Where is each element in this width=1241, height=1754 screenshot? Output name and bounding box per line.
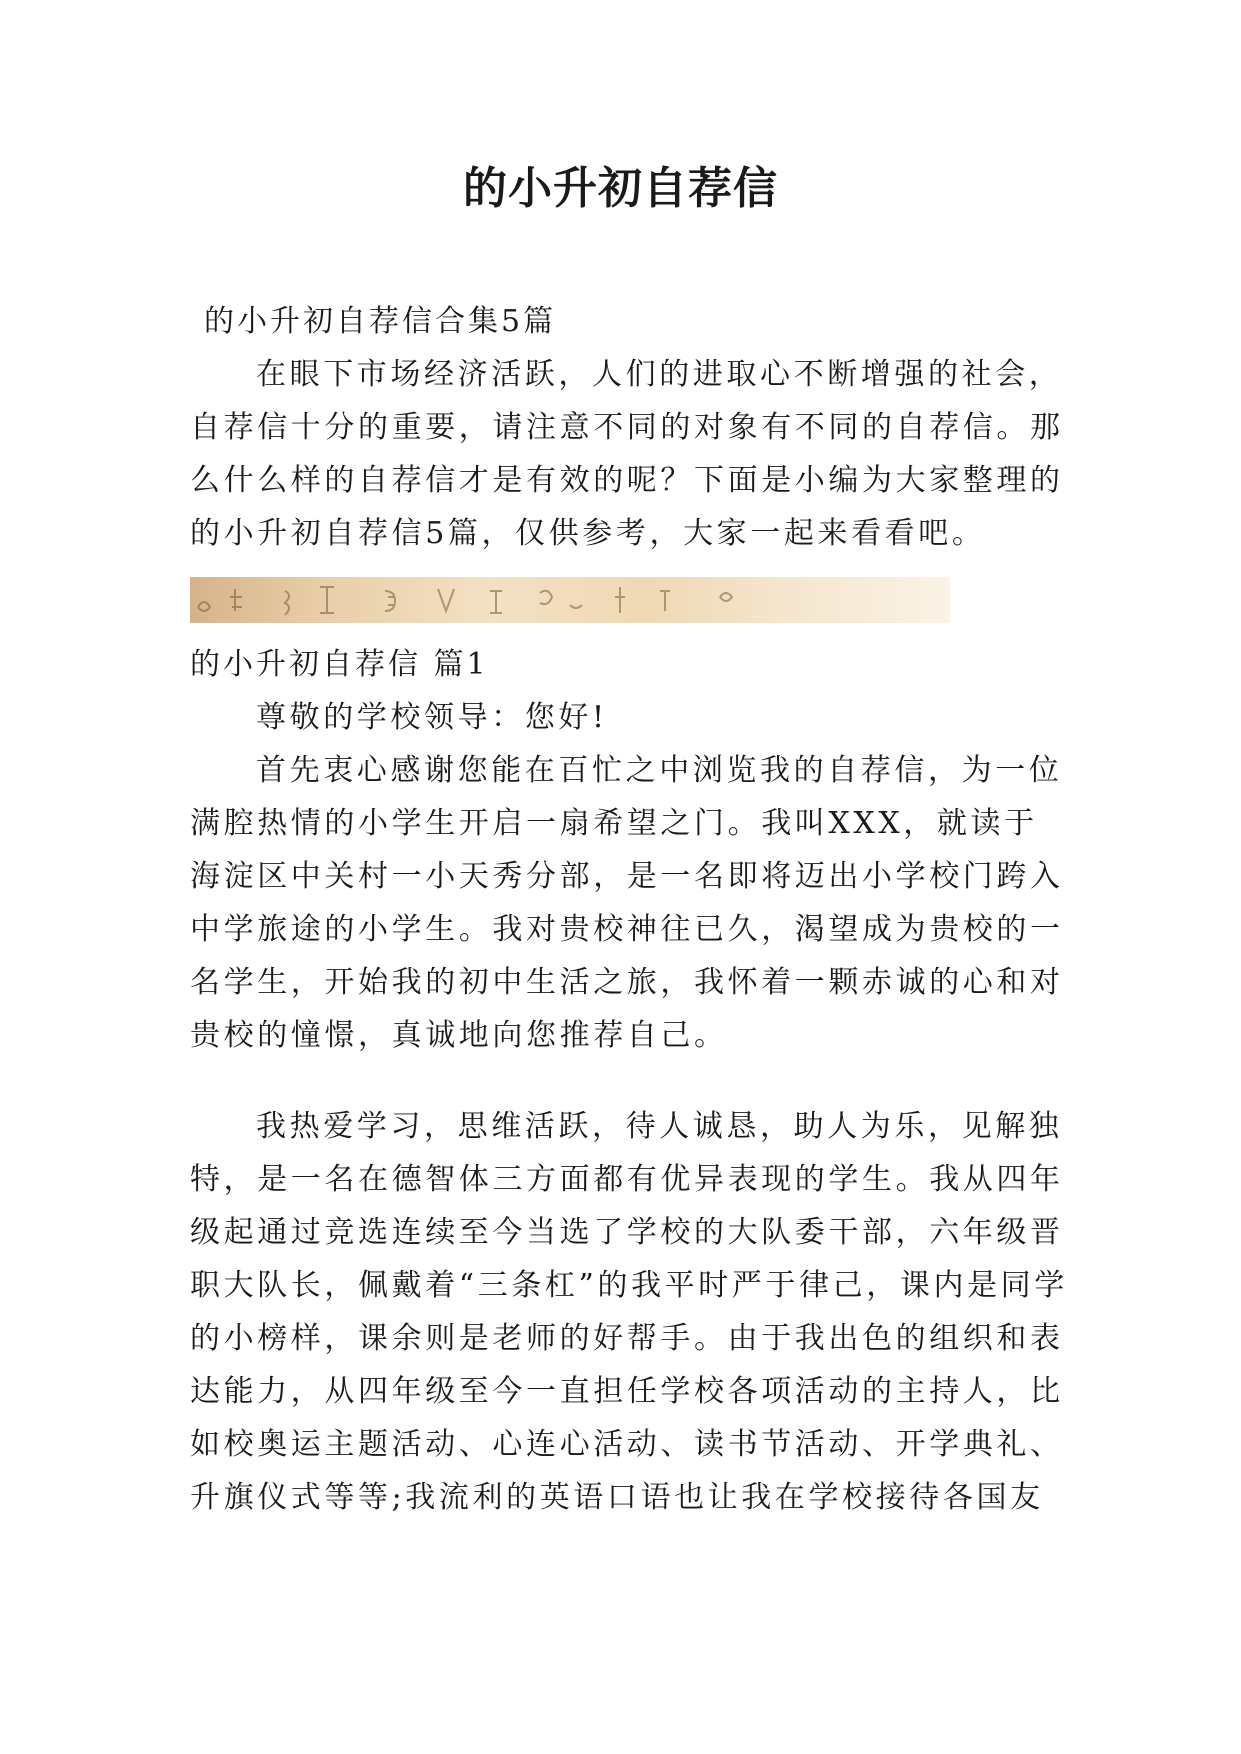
body-paragraph: 我热爱学习，思维活跃，待人诚恳，助人为乐，见解独特，是一名在德智体三方面都有优异表现的学生。我从四年级起通过竞选连续至今当选了学校的大队委干部，六年级晋职大队长，佩戴着“三条杠”的我平时严于律己，课内是同学的小榜样，课余则是老师的好帮手。由于我出色的组织和表达能力，从四年级至今一直担任学校各项活动的主持人，比如校奥运主题活动、心连心活动、读书节活动、开学典礼、升旗仪式等等;我流利的英语口语也让我在学校接待各国友 (190, 1109, 1068, 1515)
salutation: 尊敬的学校领导：您好! (256, 700, 608, 735)
body-paragraph: 首先衷心感谢您能在百忙之中浏览我的自荐信，为一位满腔热情的小学生开启一扇希望之门。我叫XXX，就读于海淀区中关村一小天秀分部，是一名即将迈出小学校门跨入中学旅途的小学生。我对贵校神往已久，渴望成为贵校的一名学生，开始我的初中生活之旅，我怀着一颗赤诚的心和对贵校的憧憬，真诚地向您推荐自己。 (190, 753, 1064, 1053)
banner-texture-icon (190, 577, 950, 623)
page-title: 的小升初自荐信 (463, 163, 778, 214)
document-subtitle: 的小升初自荐信合集5篇 (204, 304, 557, 339)
intro-paragraph: 在眼下市场经济活跃，人们的进取心不断增强的社会，自荐信十分的重要，请注意不同的对象有不同的自荐信。那么什么样的自荐信才是有效的呢？下面是小编为大家整理的的小升初自荐信5篇，仅供参考，大家一起来看看吧。 (190, 357, 1064, 551)
decorative-banner-image (190, 577, 950, 623)
section-heading: 的小升初自荐信 篇1 (190, 647, 489, 682)
